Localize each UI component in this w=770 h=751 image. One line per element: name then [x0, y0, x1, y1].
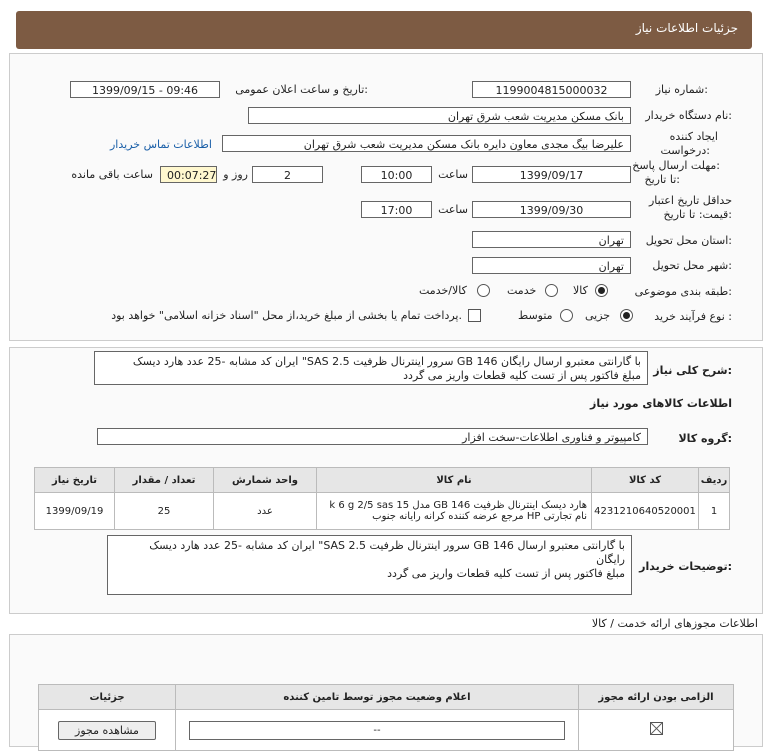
process-label: نوع فرآیند خرید :	[654, 310, 732, 323]
cell-status	[176, 710, 579, 751]
cell-details	[39, 710, 176, 751]
buyer-notes-box	[107, 535, 632, 595]
status-field: --	[189, 721, 565, 740]
process-minor-label: جزیی	[585, 309, 611, 322]
permits-table	[38, 684, 734, 751]
buyer-notes-line-2: رایگان	[596, 553, 625, 566]
goods-section-title: اطلاعات کالاهای مورد نیاز	[590, 397, 732, 410]
col-code: کد کالا	[592, 468, 699, 493]
category-goods-label: کالا	[573, 284, 588, 297]
process-minor-radio[interactable]	[620, 309, 633, 322]
cell-required	[579, 710, 734, 751]
buyer-label: نام دستگاه خریدار:	[645, 109, 732, 122]
table-row	[39, 710, 734, 751]
checked-x-icon	[650, 722, 663, 735]
need-number-field: 1199004815000032	[472, 81, 631, 98]
process-medium-radio[interactable]	[560, 309, 573, 322]
buyer-field: بانک مسکن مدیریت شعب شرق تهران	[248, 107, 631, 124]
announce-field: 1399/09/15 - 09:46	[70, 81, 220, 98]
goods-group-label: گروه کالا:	[678, 432, 732, 445]
deadline-time-label: ساعت	[438, 168, 468, 181]
cell-unit: عدد	[214, 493, 317, 530]
cell-qty: 25	[115, 493, 214, 530]
summary-label: شرح کلی نیاز:	[653, 364, 732, 377]
summary-line-1: ایران کد مشابه -25 عدد هارد دیسک "SAS 2.5 سرور اینترنال ظرفیت GB 146 با گارانتی معتبرو ارسال رایگان	[132, 355, 641, 368]
creator-label-1: ایجاد کننده	[669, 130, 718, 143]
page-title: جزئیات اطلاعات نیاز	[635, 21, 738, 35]
col-required: الزامی بودن ارائه مجوز	[579, 685, 734, 710]
col-date: تاریخ نیاز	[35, 468, 115, 493]
cell-name-line-2: نام تجارتی HP مرجع عرضه کننده کرانه رایانه جنوب	[372, 511, 587, 522]
need-number-label: شماره نیاز:	[655, 83, 708, 96]
summary-line-2: مبلغ فاکتور پس از تست کلیه قطعات واریز می گردد	[403, 369, 641, 382]
summary-box	[94, 351, 648, 385]
validity-time-label: ساعت	[438, 203, 468, 216]
cell-name	[317, 493, 592, 530]
col-unit: واحد شمارش	[214, 468, 317, 493]
category-label: طبقه بندی موضوعی:	[634, 285, 732, 298]
days-field: 2	[252, 166, 323, 183]
permits-title: اطلاعات مجوزهای ارائه خدمت / کالا	[591, 617, 758, 630]
col-row: ردیف	[699, 468, 730, 493]
treasury-payment-checkbox[interactable]	[468, 309, 481, 322]
category-service-label: خدمت	[507, 284, 537, 297]
col-details: جزئیات	[39, 685, 176, 710]
days-label: روز و	[223, 168, 248, 181]
creator-field: علیرضا بیگ مجدی معاون دایره بانک مسکن مدیریت شعب شرق تهران	[222, 135, 631, 152]
category-both-radio[interactable]	[477, 284, 490, 297]
validity-label-1: حداقل تاریخ اعتبار	[648, 194, 732, 207]
deadline-label-1: مهلت ارسال پاسخ:	[632, 159, 720, 172]
announce-label: تاریخ و ساعت اعلان عمومی:	[235, 83, 368, 96]
buyer-notes-line-1: ایران کد مشابه -25 عدد هارد دیسک "SAS 2.5 سرور اینترنال ظرفیت GB 146 با گارانتی معتبرو ارسال	[149, 539, 625, 552]
goods-table	[34, 467, 730, 530]
deadline-time-field: 10:00	[361, 166, 432, 183]
remaining-label: ساعت باقی مانده	[71, 168, 153, 181]
remaining-time-field: 00:07:27	[160, 166, 217, 183]
cell-row: 1	[699, 493, 730, 530]
province-label: استان محل تحویل:	[645, 234, 732, 247]
validity-time-field: 17:00	[361, 201, 432, 218]
category-goods-radio[interactable]	[595, 284, 608, 297]
col-name: نام کالا	[317, 468, 592, 493]
city-label: شهر محل تحویل:	[652, 259, 732, 272]
cell-code: 4231210640520001	[592, 493, 699, 530]
buyer-notes-label: توضیحات خریدار:	[639, 560, 732, 573]
validity-label-2: قیمت: تا تاریخ:	[663, 208, 732, 221]
table-row	[35, 493, 730, 530]
col-qty: تعداد / مقدار	[115, 468, 214, 493]
buyer-notes-line-3: مبلغ فاکتور پس از تست کلیه قطعات واریز می گردد	[387, 567, 625, 580]
province-field: تهران	[472, 231, 631, 248]
category-both-label: کالا/خدمت	[419, 284, 467, 297]
buyer-contact-link[interactable]: اطلاعات تماس خریدار	[110, 138, 212, 151]
process-medium-label: متوسط	[518, 309, 553, 322]
payment-note: پرداخت تمام یا بخشی از مبلغ خرید،از محل "اسناد خزانه اسلامی" خواهد بود.	[111, 309, 462, 322]
city-field: تهران	[472, 257, 631, 274]
page-header	[16, 11, 752, 49]
category-service-radio[interactable]	[545, 284, 558, 297]
cell-name-line-1: هارد دیسک اینترنال ظرفیت GB 146 مدل k 6 g 2/5 sas 15	[329, 500, 587, 511]
deadline-label-2: تا تاریخ:	[644, 173, 680, 186]
col-status: اعلام وضعیت مجوز توسط تامین کننده	[176, 685, 579, 710]
goods-group-field: کامپیوتر و فناوری اطلاعات-سخت افزار	[97, 428, 648, 445]
view-permit-button[interactable]: مشاهده مجوز	[58, 721, 156, 740]
cell-date: 1399/09/19	[35, 493, 115, 530]
validity-date-field: 1399/09/30	[472, 201, 631, 218]
creator-label-2: درخواست:	[660, 144, 710, 157]
deadline-date-field: 1399/09/17	[472, 166, 631, 183]
